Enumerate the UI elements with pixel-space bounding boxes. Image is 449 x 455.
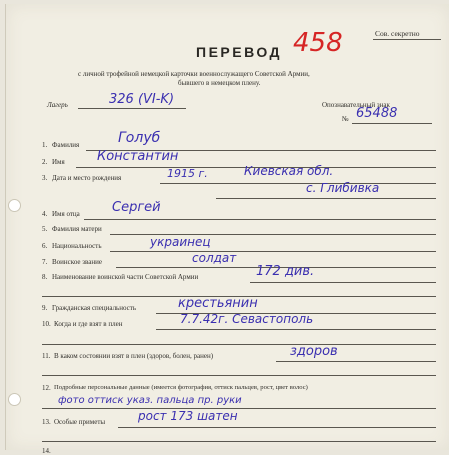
field-1-value: Голуб <box>118 130 161 146</box>
field-6-line <box>110 251 436 252</box>
field-11-value: здоров <box>290 344 338 359</box>
punch-hole-bottom <box>8 393 21 406</box>
tag-underline <box>352 123 432 124</box>
field-2-label: Имя <box>52 158 65 166</box>
field-4-line <box>84 219 436 220</box>
field-6-number: 6. <box>42 242 48 250</box>
camp-label: Лагерь <box>47 101 68 109</box>
field-11-line-2 <box>42 375 436 376</box>
field-8-label: Наименование воинской части Советской Армии <box>52 273 199 281</box>
field-8-value: 172 див. <box>256 264 315 279</box>
field-7-value: солдат <box>192 251 237 265</box>
field-3-line-2 <box>216 198 436 199</box>
field-3-value-village: с. Глибивка <box>306 181 380 195</box>
field-3-value-year: 1915 г. <box>167 167 208 180</box>
field-14-number: 14. <box>42 447 51 455</box>
field-10-number: 10. <box>42 320 51 328</box>
field-6-label: Национальность <box>52 242 102 250</box>
tag-number-value: 65488 <box>356 106 398 121</box>
document-title: ПЕРЕВОД <box>196 44 283 60</box>
field-8-line <box>250 282 436 283</box>
field-13-label: Особые приметы <box>54 418 106 426</box>
field-2-value: Константин <box>97 149 179 164</box>
field-7-label: Воинское звание <box>52 258 102 266</box>
field-3-label: Дата и место рождения <box>52 174 122 182</box>
field-5-label: Фамилия матери <box>52 225 102 233</box>
field-1-label: Фамилия <box>52 141 80 149</box>
camp-underline <box>78 108 186 109</box>
field-10-value: 7.7.42г. Севастополь <box>180 312 314 326</box>
tag-label: Опознавательный знак <box>322 101 390 109</box>
field-5-number: 5. <box>42 225 48 233</box>
subtitle-line-2: бывшего в немецком плену. <box>178 79 261 87</box>
camp-value: 326 (VI-K) <box>109 92 175 107</box>
field-3-value-region: Киевская обл. <box>244 164 334 178</box>
field-3-line <box>160 183 436 184</box>
field-10-line-2 <box>42 344 436 345</box>
field-12-label: Подробные персональные данные (имеется фотография, оттиск пальцев, рост, цвет волос) <box>54 384 308 391</box>
field-11-line <box>276 361 436 362</box>
handwritten-document-number: 458 <box>293 28 343 58</box>
field-12-line <box>42 408 436 409</box>
field-10-line <box>156 329 436 330</box>
subtitle-line-1: с личной трофейной немецкой карточки военнослужащего Советской Армии, <box>78 70 310 78</box>
field-13-number: 13. <box>42 418 51 426</box>
field-6-value: украинец <box>150 235 211 249</box>
secrecy-underline <box>373 39 441 40</box>
field-10-label: Когда и где взят в плен <box>54 320 123 328</box>
field-12-value: фото оттиск указ. пальца пр. руки <box>58 395 242 406</box>
field-8-number: 8. <box>42 273 48 281</box>
field-7-number: 7. <box>42 258 48 266</box>
field-13-line-2 <box>42 441 436 442</box>
secrecy-stamp: Сов. секретно <box>375 29 420 38</box>
field-4-value: Сергей <box>112 200 161 215</box>
field-13-value: рост 173 шатен <box>138 409 238 423</box>
field-11-label: В каком состоянии взят в плен (здоров, болен, ранен) <box>54 352 214 360</box>
field-9-number: 9. <box>42 304 48 312</box>
field-9-label: Гражданская специальность <box>52 304 137 312</box>
field-13-line <box>118 427 436 428</box>
field-9-value: крестьянин <box>178 296 258 311</box>
field-3-number: 3. <box>42 174 48 182</box>
tag-number-prefix: № <box>342 115 349 123</box>
field-1-number: 1. <box>42 141 48 149</box>
field-4-number: 4. <box>42 210 48 218</box>
prisoner-card <box>5 4 449 455</box>
field-11-number: 11. <box>42 352 51 360</box>
field-12-number: 12. <box>42 384 51 392</box>
field-4-label: Имя отца <box>52 210 80 218</box>
punch-hole-top <box>8 199 21 212</box>
field-2-number: 2. <box>42 158 48 166</box>
